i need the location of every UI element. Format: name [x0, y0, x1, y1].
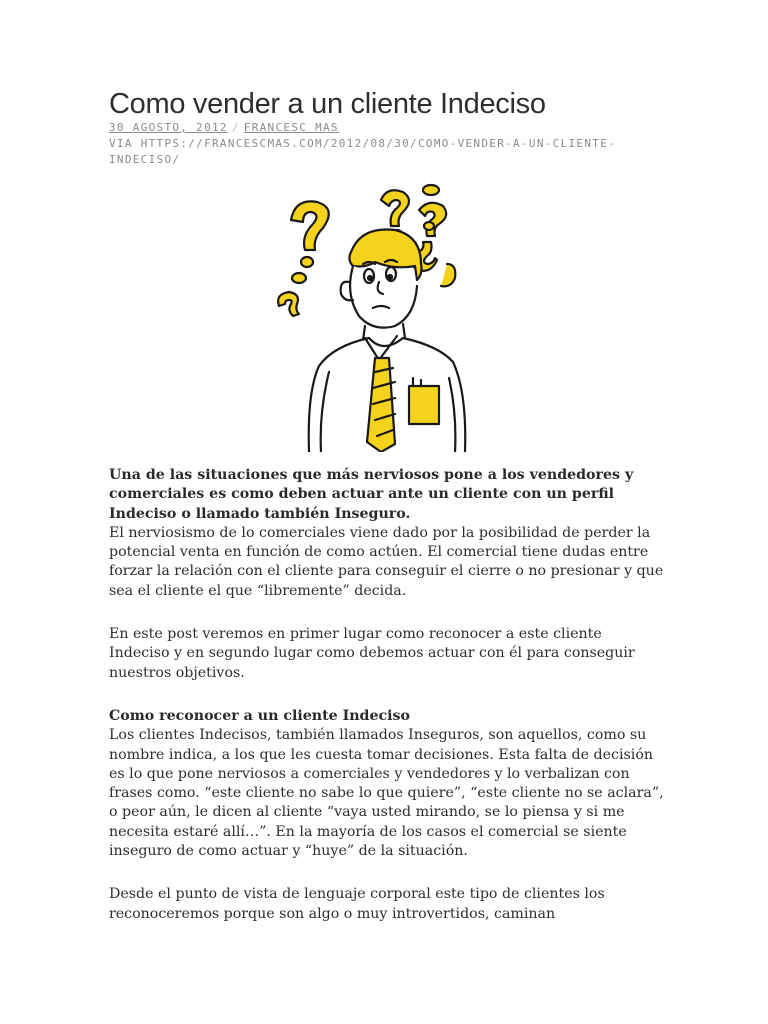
- via-source: VIA HTTPS://FRANCESCMAS.COM/2012/08/30/COMO-VENDER-A-UN-CLIENTE-INDECISO/: [109, 137, 617, 166]
- page-title: Como vender a un cliente Indeciso: [109, 88, 546, 120]
- post-meta: [109, 120, 665, 168]
- intro-lead: Una de las situaciones que más nerviosos pone a los vendedores y comerciales es como deben actuar ante un cliente con un perfil Indeciso o llamado también Inseguro.: [109, 467, 634, 522]
- section-heading: Como reconocer a un cliente Indeciso: [109, 707, 410, 724]
- question-mark-icon: [291, 201, 329, 267]
- section-text: Los clientes Indecisos, también llamados Inseguros, son aquellos, como su nombre indica, a los que les cuesta tomar decisiones. Esta falta de decisión es lo que pone nerviosos a comerciales y vendedores y lo verbalizan con frases como. “este cliente no sabe lo que quiere”, “este cliente no se aclara”, o peor aún, le dicen al cliente “vaya usted mirando, se lo piensa y si me necesita estaré allí…”. En la mayoría de los casos el comercial se siente inseguro de como actuar y “huye” de la situación.: [109, 727, 664, 860]
- article: [109, 86, 665, 948]
- intro-paragraph: [109, 466, 665, 601]
- paragraph: Desde el punto de vista de lenguaje corporal este tipo de clientes los reconoceremos porque son algo o muy introvertidos, caminan: [109, 886, 605, 922]
- paragraph: En este post veremos en primer lugar como reconocer a este cliente Indeciso y en segundo lugar como debemos actuar con él para conseguir nuestros objetivos.: [109, 626, 635, 681]
- intro-text: El nerviosismo de lo comerciales viene dado por la posibilidad de perder la potencial venta en función de como actúen. El comercial tiene dudas entre forzar la relación con el cliente para conseguir el cierre o no presionar y que sea el cliente el que “libremente” decida.: [109, 524, 664, 599]
- author-link[interactable]: FRANCESC MAS: [243, 121, 339, 134]
- post-date-link[interactable]: 30 AGOSTO, 2012: [109, 121, 228, 134]
- section-paragraph: [109, 707, 665, 861]
- question-mark-icon: [278, 273, 306, 316]
- article-body: [109, 466, 665, 924]
- meta-separator: /: [231, 121, 240, 134]
- confused-man-illustration: [269, 182, 489, 452]
